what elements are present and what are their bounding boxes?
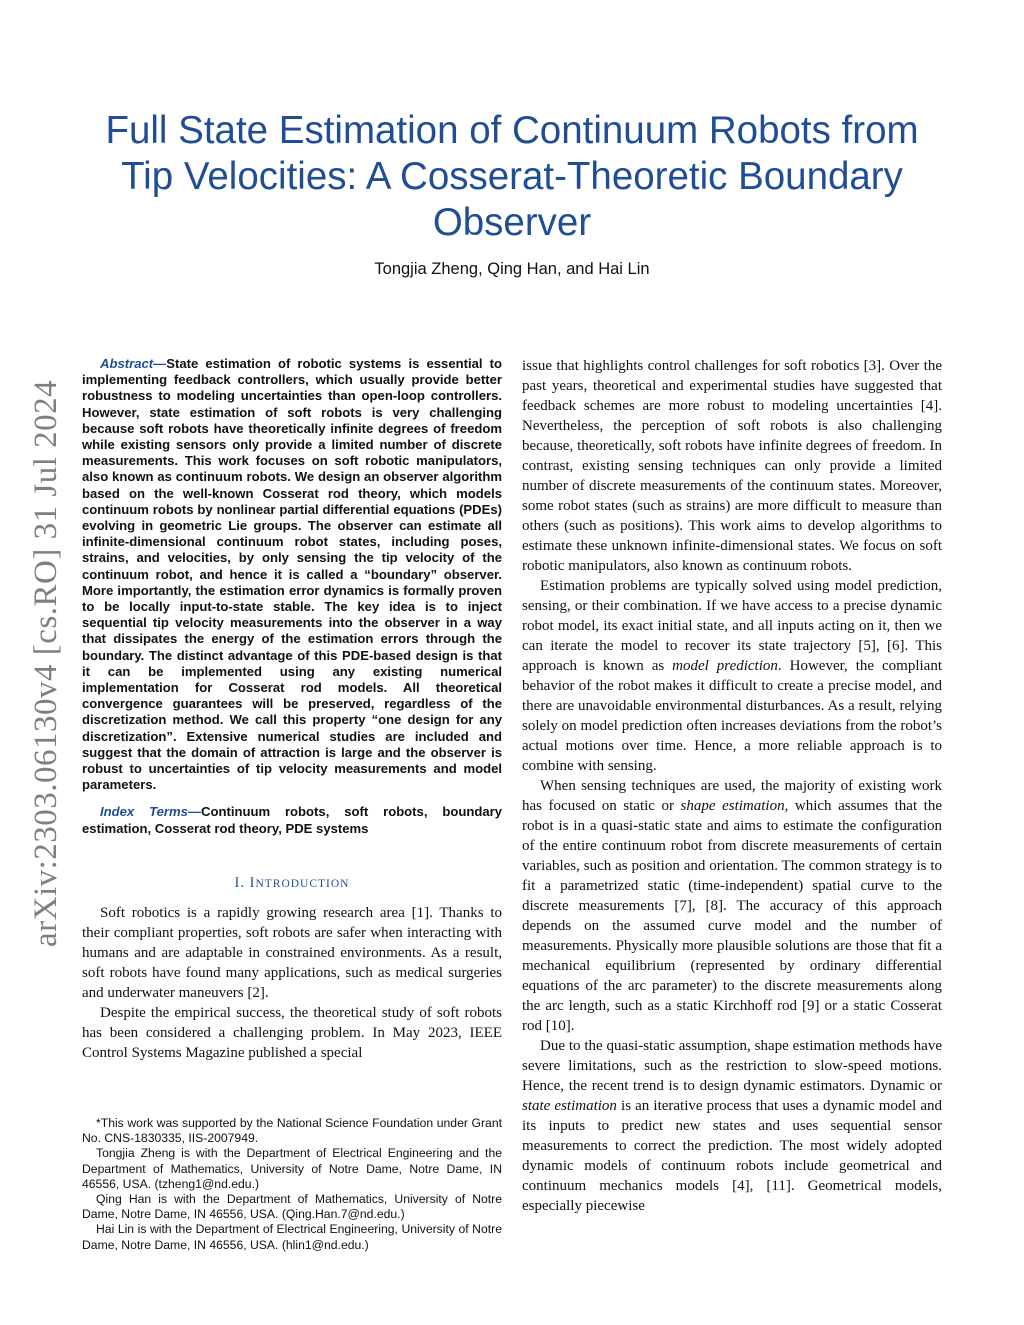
paragraph: Soft robotics is a rapidly growing research area [1]. Thanks to their compliant properties, soft robots are safer when interacting with humans and are adaptable in constrained environments. As a result, soft robots have found many applications, such as medical surgeries and underwater maneuvers [2]. [82, 904, 502, 1001]
arxiv-stamp: arXiv:2303.06130v4 [cs.RO] 31 Jul 2024 [28, 379, 64, 947]
section-title-rest: NTRODUCTION [255, 877, 350, 890]
paragraph-text: , which assumes that the robot is in a quasi-static state and aims to estimate the configuration of the entire continuum robot from discrete measurements of certain variables, such as position and orientation. The common strategy is to fit a parametrized static (time-independent) spatial curve to the discrete measurements [7], [8]. The accuracy of this approach depends on the assumed curve model and the number of measurements. Physically more plausible solutions are those that fit a mechanical equilibrium (represented by ordinary differential equations of the arc parameter) to the discrete measurements along the arc length, such as a static Kirchhoff rod [9] or a static Cosserat rod [10]. [522, 798, 942, 1034]
abstract [82, 356, 502, 793]
paragraph [522, 576, 942, 776]
right-column [522, 356, 942, 1216]
footnotes [82, 1116, 502, 1253]
left-body-text [82, 903, 502, 1063]
title-line-3: Observer [432, 201, 592, 244]
section-heading-introduction [82, 875, 502, 892]
paragraph-text: . However, the compliant behavior of the robot makes it difficult to create a precise model, and there are unavoidable environmental disturbances. As a result, relying solely on model prediction often increases deviations from the robot’s actual motions over time. Hence, a more reliable approach is to combine with sensing. [522, 658, 942, 774]
paragraph: Despite the empirical success, the theoretical study of soft robots has been considered a challenging problem. In May 2023, IEEE Control Systems Magazine published a special [82, 1004, 502, 1061]
footnote-funding: *This work was supported by the National Science Foundation under Grant No. CNS-1830335, IIS-2007949. [82, 1116, 502, 1146]
section-title-initial: I [249, 874, 256, 891]
paper-title [60, 108, 964, 246]
footnote-author-3: Hai Lin is with the Department of Electrical Engineering, University of Notre Dame, Notre Dame, IN 46556, USA. (hlin1@nd.edu.) [82, 1222, 502, 1252]
emphasis-shape-estimation: shape estimation [680, 798, 785, 814]
abstract-label: Abstract— [100, 356, 167, 371]
paragraph [522, 776, 942, 1036]
title-line-2: Tip Velocities: A Cosserat-Theoretic Boundary [121, 155, 903, 198]
section-numeral: I. [234, 874, 245, 891]
paragraph-text: is an iterative process that uses a dynamic model and its inputs to predict new states and uses sequential sensor measurements to correct the prediction. The most widely adopted dynamic models of continuum robots include geometrical and continuum mechanics models [4], [11]. Geometrical models, especially piecewise [522, 1098, 943, 1214]
footnote-author-1: Tongjia Zheng is with the Department of Electrical Engineering and the Department of Mathematics, University of Notre Dame, Notre Dame, IN 46556, USA. (tzheng1@nd.edu.) [82, 1146, 502, 1191]
index-terms-text: Continuum robots, soft robots, boundary estimation, Cosserat rod theory, PDE systems [82, 804, 502, 836]
author-list: Tongjia Zheng, Qing Han, and Hai Lin [374, 260, 650, 278]
paragraph-text: When sensing techniques are used, the majority of existing work has focused on static or [522, 778, 942, 814]
paragraph [522, 356, 942, 576]
paragraph-text: Due to the quasi-static assumption, shape estimation methods have severe limitations, such as the restriction to slow-speed motions. Hence, the recent trend is to design dynamic estimators. Dynamic or [522, 1038, 942, 1094]
left-column [82, 356, 502, 1063]
footnote-author-2: Qing Han is with the Department of Mathematics, University of Notre Dame, Notre Dame, IN 46556, USA. (Qing.Han.7@nd.edu.) [82, 1192, 502, 1222]
paragraph [522, 1036, 942, 1216]
paragraph-text: Estimation problems are typically solved using model prediction, sensing, or their combination. If we have access to a precise dynamic robot model, its exact initial state, and all inputs acting on it, then we can iterate the model to recover its state trajectory [5], [6]. This approach is known as [522, 578, 942, 674]
paragraph-text: issue that highlights control challenges for soft robotics [3]. Over the past years, theoretical and experimental studies have suggested that feedback schemes are more robust to modeling uncertainties [4]. Nevertheless, the perception of soft robots is also challenging because, theoretically, soft robots have infinite degrees of freedom. In contrast, existing sensing techniques can only provide a limited number of discrete measurements of the continuum states. Moreover, some robot states (such as strains) are more difficult to measure than others (such as positions). This work aims to develop algorithms to estimate these unknown infinite-dimensional states. We focus on soft robotic manipulators, also known as continuum robots. [522, 358, 942, 574]
index-terms [82, 804, 502, 836]
index-terms-label: Index Terms— [100, 804, 201, 820]
abstract-text: State estimation of robotic systems is essential to implementing feedback controllers, which usually provide better robustness to modeling uncertainties than open-loop controllers. However, state estimation of soft robots is very challenging because soft robots have theoretically infinite degrees of freedom while existing sensors only provide a limited number of discrete measurements. This work focuses on soft robotic manipulators, also known as continuum robots. We design an observer algorithm based on the well-known Cosserat rod theory, which models continuum robots by nonlinear partial differential equations (PDEs) evolving in geometric Lie groups. The observer can estimate all infinite-dimensional continuum robot states, including poses, strains, and velocities, by only sensing the tip velocity of the continuum robot, and hence it is called a “boundary” observer. More importantly, the estimation error dynamics is formally proven to be locally input-to-state stable. The key idea is to inject sequential tip velocity measurements into the observer in a way that dissipates the energy of the estimation errors through the boundary. The distinct advantage of this PDE-based design is that it can be implemented using any existing numerical implementation for Cosserat rod models. All theoretical convergence guarantees will be preserved, regardless of the discretization method. We call this property “one design for any discretization”. Extensive numerical studies are included and suggest that the domain of attraction is large and the observer is robust to uncertainties of tip velocity measurements and model parameters. [82, 356, 502, 793]
emphasis-model-prediction: model prediction [672, 658, 778, 674]
emphasis-state-estimation: state estimation [522, 1098, 617, 1114]
title-line-1: Full State Estimation of Continuum Robots from [105, 109, 919, 152]
